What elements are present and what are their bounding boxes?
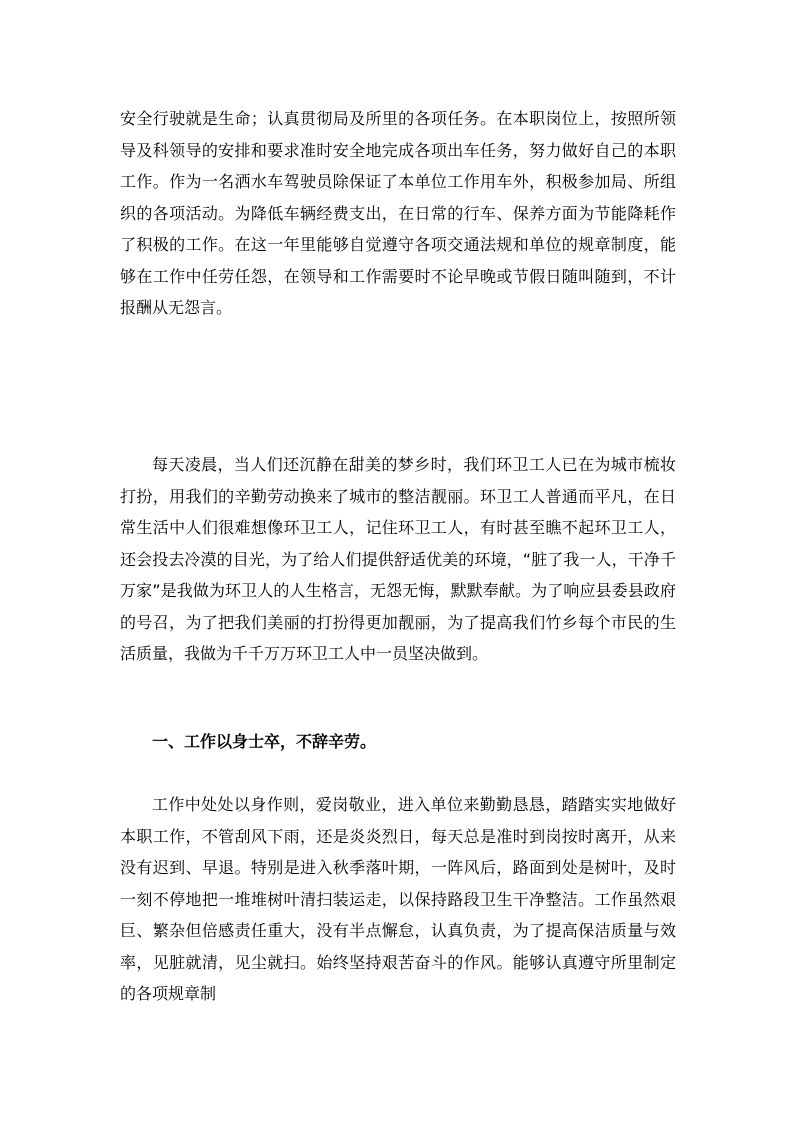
paragraph-work-example: 工作中处处以身作则，爱岗敬业，进入单位来勤勤恳恳，踏踏实实地做好本职工作，不管刮风下雨，还是炎炎烈日，每天总是准时到岗按时离开，从来没有迟到、早退。特别是进入秋季落叶期，一阵风后，路面到处是树叶，及时一刻不停地把一堆堆树叶清扫装运走，以保持路段卫生干净整洁。工作虽然艰巨、繁杂但倍感责任重大，没有半点懈怠，认真负责，为了提高保洁质量与效率，见脏就清，见尘就扫。始终坚持艰苦奋斗的作风。能够认真遵守所里制定的各项规章制: [120, 795, 676, 1003]
paragraph-driver-duties: 安全行驶就是生命；认真贯彻局及所里的各项任务。在本职岗位上，按照所领导及科领导的安排和要求准时安全地完成各项出车任务，努力做好自己的本职工作。作为一名洒水车驾驶员除保证了本单位工作用车外，积极参加局、所组织的各项活动。为降低车辆经费支出，在日常的行车、保养方面为节能降耗作了积极的工作。在这一年里能够自觉遵守各项交通法规和单位的规章制度，能够在工作中任劳任怨，在领导和工作需要时不论早晚或节假日随叫随到，不计报酬从无怨言。: [120, 109, 676, 317]
paragraph-sanitation-workers: 每天凌晨，当人们还沉静在甜美的梦乡时，我们环卫工人已在为城市梳妆打扮，用我们的辛勤劳动换来了城市的整洁靓丽。环卫工人普通而平凡，在日常生活中人们很难想像环卫工人，记住环卫工人，有时甚至瞧不起环卫工人，还会投去冷漠的目光，为了给人们提供舒适优美的环境，“脏了我一人，干净千万家”是我做为环卫人的人生格言，无怨无悔，默默奉献。为了响应县委县政府的号召，为了把我们美丽的打扮得更加靓丽，为了提高我们竹乡每个市民的生活质量，我做为千千万万环卫工人中一员坚决做到。: [120, 455, 676, 663]
section-heading: 一、工作以身士卒，不辞辛劳。: [152, 732, 377, 751]
